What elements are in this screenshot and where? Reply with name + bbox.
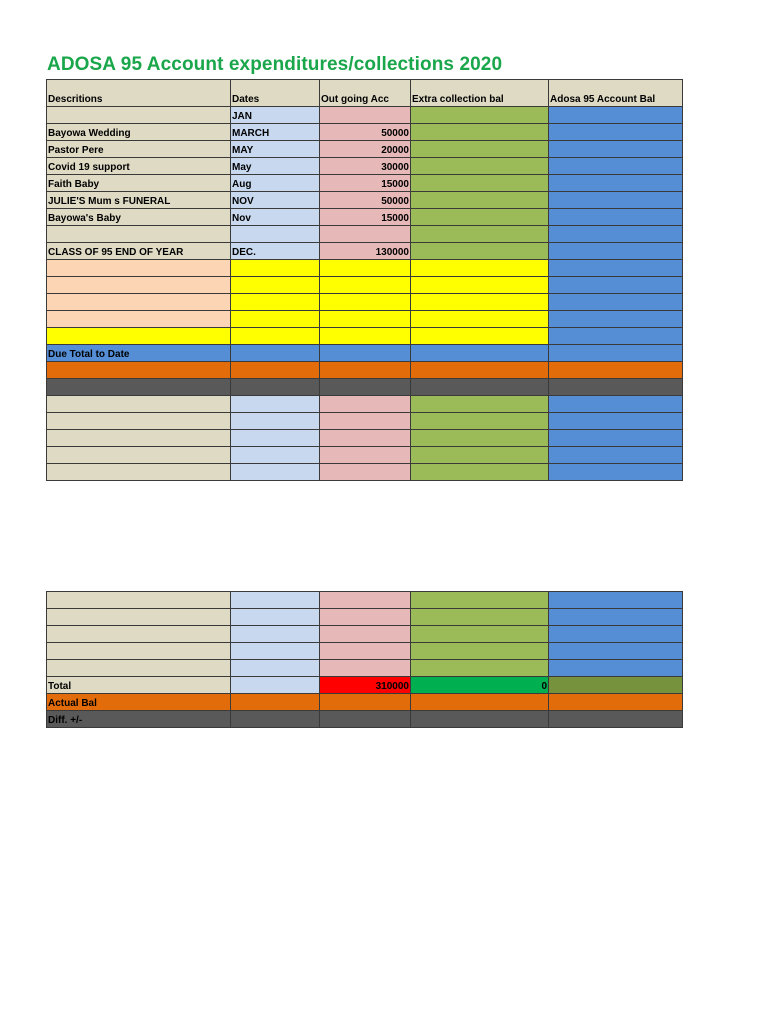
table-row	[47, 396, 683, 413]
description-cell[interactable]: JULIE'S Mum s FUNERAL	[47, 192, 231, 209]
date-cell[interactable]	[231, 711, 320, 728]
due-total-row	[47, 345, 683, 362]
table-row	[47, 243, 683, 260]
description-cell[interactable]	[47, 260, 231, 277]
table-row	[47, 124, 683, 141]
balance-cell[interactable]	[549, 260, 683, 277]
table-row	[47, 592, 683, 609]
balance-cell[interactable]	[549, 430, 683, 447]
outgoing-cell[interactable]	[320, 362, 411, 379]
extra-cell[interactable]	[411, 711, 549, 728]
description-cell[interactable]: CLASS OF 95 END OF YEAR	[47, 243, 231, 260]
table-row	[47, 447, 683, 464]
description-cell[interactable]: Covid 19 support	[47, 158, 231, 175]
header-outgoing[interactable]: Out going Acc	[320, 80, 411, 107]
date-cell[interactable]: May	[231, 158, 320, 175]
description-cell[interactable]	[47, 464, 231, 481]
diff-row	[47, 711, 683, 728]
balance-cell[interactable]	[549, 311, 683, 328]
extra-cell[interactable]	[411, 192, 549, 209]
outgoing-cell[interactable]: 130000	[320, 243, 411, 260]
date-cell[interactable]	[231, 277, 320, 294]
description-cell[interactable]	[47, 107, 231, 124]
balance-cell[interactable]	[549, 609, 683, 626]
outgoing-cell[interactable]: 15000	[320, 175, 411, 192]
balance-cell[interactable]	[549, 396, 683, 413]
extra-cell[interactable]	[411, 328, 549, 345]
outgoing-cell[interactable]: 50000	[320, 192, 411, 209]
date-cell[interactable]	[231, 694, 320, 711]
outgoing-cell[interactable]: 30000	[320, 158, 411, 175]
total-label[interactable]: Total	[47, 677, 231, 694]
outgoing-cell[interactable]: 20000	[320, 141, 411, 158]
extra-cell[interactable]	[411, 107, 549, 124]
actual-bal-row	[47, 694, 683, 711]
table-row	[47, 464, 683, 481]
table-row	[47, 294, 683, 311]
balance-cell[interactable]	[549, 643, 683, 660]
outgoing-cell[interactable]	[320, 592, 411, 609]
extra-cell[interactable]	[411, 209, 549, 226]
outgoing-cell[interactable]	[320, 260, 411, 277]
expenditures-table	[46, 79, 683, 481]
description-cell[interactable]	[47, 609, 231, 626]
extra-cell[interactable]	[411, 345, 549, 362]
balance-cell[interactable]	[549, 226, 683, 243]
extra-cell[interactable]	[411, 413, 549, 430]
table-row	[47, 158, 683, 175]
description-cell[interactable]: Faith Baby	[47, 175, 231, 192]
balance-cell[interactable]	[549, 345, 683, 362]
extra-cell[interactable]	[411, 626, 549, 643]
extra-cell[interactable]	[411, 396, 549, 413]
table-row	[47, 643, 683, 660]
extra-cell[interactable]	[411, 694, 549, 711]
date-cell[interactable]	[231, 226, 320, 243]
diff-label[interactable]: Diff. +/-	[47, 711, 231, 728]
extra-cell[interactable]	[411, 294, 549, 311]
description-cell[interactable]	[47, 311, 231, 328]
outgoing-cell[interactable]	[320, 345, 411, 362]
header-extra-collection[interactable]: Extra collection bal	[411, 80, 549, 107]
description-cell[interactable]	[47, 660, 231, 677]
balance-cell[interactable]	[549, 209, 683, 226]
balance-cell[interactable]	[549, 711, 683, 728]
date-cell[interactable]	[231, 328, 320, 345]
date-cell[interactable]	[231, 396, 320, 413]
description-cell[interactable]	[47, 362, 231, 379]
orange-row	[47, 362, 683, 379]
extra-cell[interactable]	[411, 609, 549, 626]
total-outgoing[interactable]: 310000	[320, 677, 411, 694]
outgoing-cell[interactable]	[320, 226, 411, 243]
outgoing-cell[interactable]	[320, 447, 411, 464]
date-cell[interactable]	[231, 379, 320, 396]
dark-row	[47, 379, 683, 396]
description-cell[interactable]	[47, 413, 231, 430]
table-row	[47, 192, 683, 209]
date-cell[interactable]	[231, 447, 320, 464]
balance-cell[interactable]	[549, 328, 683, 345]
outgoing-cell[interactable]	[320, 413, 411, 430]
date-cell[interactable]	[231, 609, 320, 626]
balance-cell[interactable]	[549, 141, 683, 158]
date-cell[interactable]	[231, 660, 320, 677]
extra-cell[interactable]	[411, 158, 549, 175]
total-row	[47, 677, 683, 694]
extra-cell[interactable]	[411, 124, 549, 141]
outgoing-cell[interactable]	[320, 609, 411, 626]
balance-cell[interactable]	[549, 158, 683, 175]
outgoing-cell[interactable]	[320, 396, 411, 413]
header-descriptions[interactable]: Descritions	[47, 80, 231, 107]
date-cell[interactable]	[231, 311, 320, 328]
description-cell[interactable]	[47, 379, 231, 396]
date-cell[interactable]	[231, 413, 320, 430]
date-cell[interactable]	[231, 677, 320, 694]
extra-cell[interactable]	[411, 379, 549, 396]
table-row	[47, 609, 683, 626]
table-row	[47, 209, 683, 226]
outgoing-cell[interactable]	[320, 694, 411, 711]
balance-cell[interactable]	[549, 192, 683, 209]
due-total-label[interactable]: Due Total to Date	[47, 345, 231, 362]
date-cell[interactable]	[231, 592, 320, 609]
description-cell[interactable]: Pastor Pere	[47, 141, 231, 158]
table-row	[47, 430, 683, 447]
table-row	[47, 107, 683, 124]
date-cell[interactable]	[231, 464, 320, 481]
header-dates[interactable]: Dates	[231, 80, 320, 107]
outgoing-cell[interactable]	[320, 430, 411, 447]
balance-cell[interactable]	[549, 379, 683, 396]
table-row	[47, 277, 683, 294]
description-cell[interactable]	[47, 328, 231, 345]
actual-bal-label[interactable]: Actual Bal	[47, 694, 231, 711]
extra-cell[interactable]	[411, 243, 549, 260]
header-row	[47, 80, 683, 107]
table-row	[47, 660, 683, 677]
extra-cell[interactable]	[411, 447, 549, 464]
outgoing-cell[interactable]	[320, 464, 411, 481]
description-cell[interactable]	[47, 592, 231, 609]
date-cell[interactable]: JAN	[231, 107, 320, 124]
balance-cell[interactable]	[549, 592, 683, 609]
description-cell[interactable]	[47, 294, 231, 311]
extra-cell[interactable]	[411, 311, 549, 328]
balance-cell[interactable]	[549, 175, 683, 192]
extra-cell[interactable]	[411, 260, 549, 277]
table-row	[47, 413, 683, 430]
outgoing-cell[interactable]	[320, 107, 411, 124]
date-cell[interactable]: MARCH	[231, 124, 320, 141]
extra-cell[interactable]	[411, 464, 549, 481]
outgoing-cell[interactable]	[320, 379, 411, 396]
description-cell[interactable]	[47, 626, 231, 643]
date-cell[interactable]	[231, 294, 320, 311]
balance-cell[interactable]	[549, 413, 683, 430]
date-cell[interactable]	[231, 345, 320, 362]
outgoing-cell[interactable]	[320, 711, 411, 728]
description-cell[interactable]	[47, 396, 231, 413]
outgoing-cell[interactable]	[320, 277, 411, 294]
sheet-title: ADOSA 95 Account expenditures/collections 2020	[47, 54, 503, 75]
description-cell[interactable]	[47, 643, 231, 660]
balance-cell[interactable]	[549, 362, 683, 379]
balance-cell[interactable]	[549, 464, 683, 481]
table-row	[47, 141, 683, 158]
extra-cell[interactable]	[411, 362, 549, 379]
outgoing-cell[interactable]	[320, 626, 411, 643]
balance-cell[interactable]	[549, 107, 683, 124]
extra-cell[interactable]	[411, 175, 549, 192]
total-balance[interactable]	[549, 677, 683, 694]
table-row	[47, 311, 683, 328]
date-cell[interactable]	[231, 626, 320, 643]
date-cell[interactable]	[231, 643, 320, 660]
extra-cell[interactable]	[411, 277, 549, 294]
date-cell[interactable]	[231, 362, 320, 379]
description-cell[interactable]	[47, 447, 231, 464]
outgoing-cell[interactable]	[320, 294, 411, 311]
balance-cell[interactable]	[549, 294, 683, 311]
header-account-balance[interactable]: Adosa 95 Account Bal	[549, 80, 683, 107]
date-cell[interactable]	[231, 430, 320, 447]
outgoing-cell[interactable]: 50000	[320, 124, 411, 141]
balance-cell[interactable]	[549, 694, 683, 711]
totals-table	[46, 591, 683, 728]
description-cell[interactable]	[47, 277, 231, 294]
balance-cell[interactable]	[549, 447, 683, 464]
extra-cell[interactable]	[411, 141, 549, 158]
outgoing-cell[interactable]	[320, 660, 411, 677]
outgoing-cell[interactable]	[320, 328, 411, 345]
description-cell[interactable]	[47, 226, 231, 243]
balance-cell[interactable]	[549, 660, 683, 677]
table-row	[47, 328, 683, 345]
extra-cell[interactable]	[411, 430, 549, 447]
date-cell[interactable]	[231, 260, 320, 277]
outgoing-cell[interactable]: 15000	[320, 209, 411, 226]
balance-cell[interactable]	[549, 124, 683, 141]
table-row	[47, 626, 683, 643]
description-cell[interactable]	[47, 430, 231, 447]
balance-cell[interactable]	[549, 277, 683, 294]
outgoing-cell[interactable]	[320, 643, 411, 660]
extra-cell[interactable]	[411, 592, 549, 609]
date-cell[interactable]: Nov	[231, 209, 320, 226]
date-cell[interactable]: NOV	[231, 192, 320, 209]
date-cell[interactable]: Aug	[231, 175, 320, 192]
date-cell[interactable]: DEC.	[231, 243, 320, 260]
table-row	[47, 226, 683, 243]
balance-cell[interactable]	[549, 626, 683, 643]
balance-cell[interactable]	[549, 243, 683, 260]
table-row	[47, 260, 683, 277]
outgoing-cell[interactable]	[320, 311, 411, 328]
extra-cell[interactable]	[411, 660, 549, 677]
description-cell[interactable]: Bayowa Wedding	[47, 124, 231, 141]
table-row	[47, 175, 683, 192]
date-cell[interactable]: MAY	[231, 141, 320, 158]
extra-cell[interactable]	[411, 643, 549, 660]
extra-cell[interactable]	[411, 226, 549, 243]
total-extra[interactable]: 0	[411, 677, 549, 694]
description-cell[interactable]: Bayowa's Baby	[47, 209, 231, 226]
